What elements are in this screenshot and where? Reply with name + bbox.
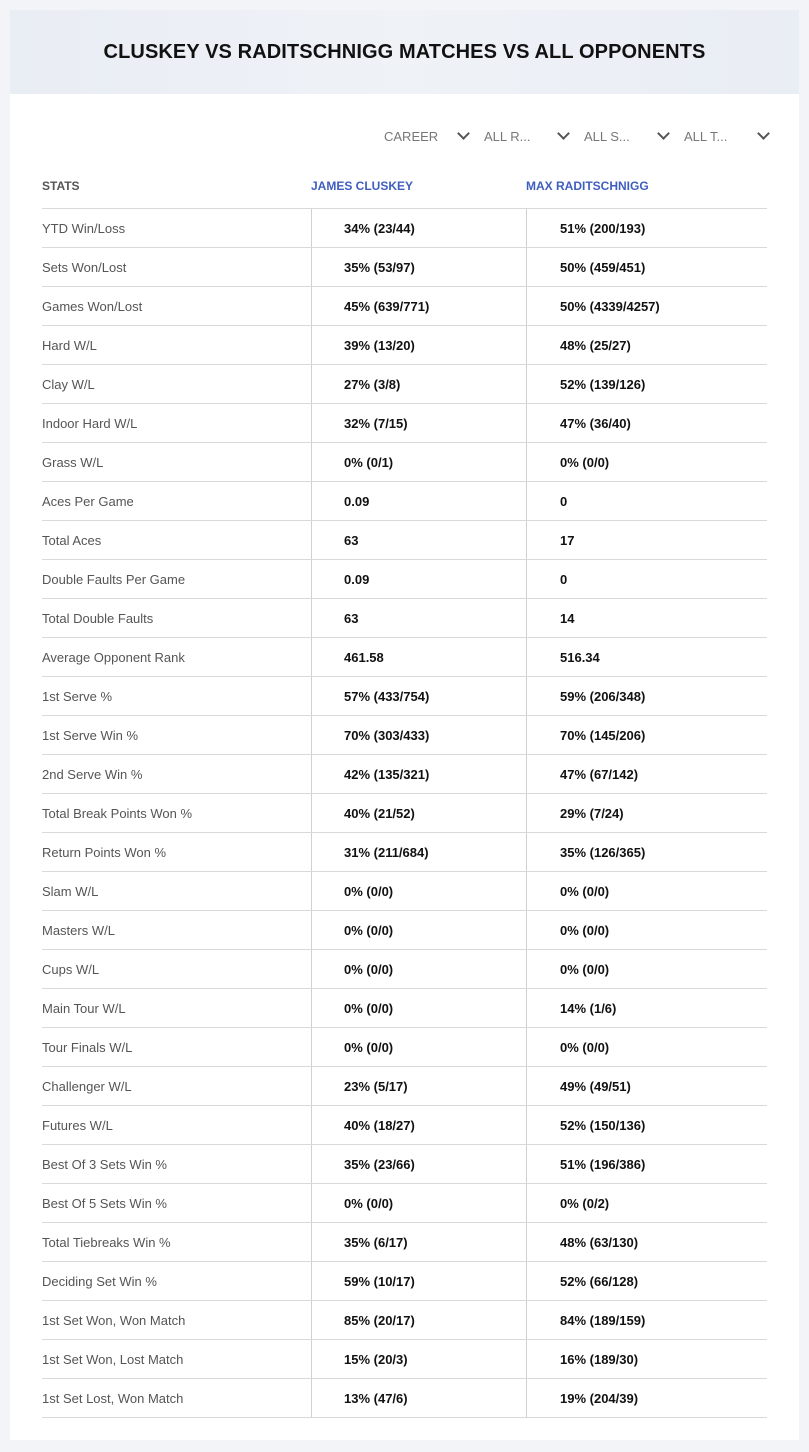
player1-value: 13% (47/6) [311, 1379, 526, 1417]
player1-value: 35% (23/66) [311, 1145, 526, 1183]
stat-label: 1st Serve % [42, 688, 113, 704]
round-filter-label: ALL R... [484, 128, 531, 144]
stats-column-header: STATS [42, 179, 80, 193]
player2-value: 48% (63/130) [526, 1223, 767, 1261]
player1-value: 0% (0/1) [311, 443, 526, 481]
chevron-down-icon [657, 127, 670, 140]
player1-value: 15% (20/3) [311, 1340, 526, 1378]
player1-value: 0% (0/0) [311, 911, 526, 949]
period-filter-label: CAREER [384, 128, 439, 144]
tournament-filter-dropdown[interactable] [682, 126, 782, 146]
player2-value: 17 [526, 521, 767, 559]
table-row [42, 911, 767, 950]
player2-value: 19% (204/39) [526, 1379, 767, 1417]
player1-value: 0% (0/0) [311, 1028, 526, 1066]
stat-label: 1st Set Lost, Won Match [42, 1390, 184, 1406]
stat-label: Total Double Faults [42, 610, 154, 626]
player1-value: 0% (0/0) [311, 989, 526, 1027]
table-row [42, 1145, 767, 1184]
table-row [42, 1067, 767, 1106]
player2-value: 14 [526, 599, 767, 637]
player1-value: 39% (13/20) [311, 326, 526, 364]
stat-label: Tour Finals W/L [42, 1039, 133, 1055]
player1-value: 63 [311, 521, 526, 559]
stat-label: 1st Set Won, Won Match [42, 1312, 186, 1328]
player1-value: 35% (6/17) [311, 1223, 526, 1261]
player2-column-header[interactable]: MAX RADITSCHNIGG [526, 179, 649, 193]
stat-label: 1st Serve Win % [42, 727, 139, 743]
stat-label: Cups W/L [42, 961, 100, 977]
round-filter-dropdown[interactable] [482, 126, 582, 146]
stats-card [10, 10, 799, 1440]
player2-value: 49% (49/51) [526, 1067, 767, 1105]
stat-label: Best Of 3 Sets Win % [42, 1156, 167, 1172]
table-row [42, 599, 767, 638]
player2-value: 51% (200/193) [526, 209, 767, 247]
page-title: CLUSKEY VS RADITSCHNIGG MATCHES VS ALL OPPONENTS [103, 40, 706, 63]
stat-label: Double Faults Per Game [42, 571, 186, 587]
player1-value: 70% (303/433) [311, 716, 526, 754]
player1-value: 45% (639/771) [311, 287, 526, 325]
player1-value: 40% (21/52) [311, 794, 526, 832]
table-row [42, 521, 767, 560]
player2-value: 47% (36/40) [526, 404, 767, 442]
player2-value: 70% (145/206) [526, 716, 767, 754]
player1-value: 23% (5/17) [311, 1067, 526, 1105]
player2-value: 0% (0/0) [526, 1028, 767, 1066]
chevron-down-icon [557, 127, 570, 140]
table-row [42, 989, 767, 1028]
chevron-down-icon [757, 127, 770, 140]
table-row [42, 716, 767, 755]
stat-label: YTD Win/Loss [42, 220, 126, 236]
player1-value: 461.58 [311, 638, 526, 676]
table-row [42, 209, 767, 248]
player1-value: 57% (433/754) [311, 677, 526, 715]
player2-value: 51% (196/386) [526, 1145, 767, 1183]
stat-label: Indoor Hard W/L [42, 415, 138, 431]
player1-value: 0.09 [311, 560, 526, 598]
stat-label: Total Break Points Won % [42, 805, 193, 821]
player2-value: 0% (0/0) [526, 950, 767, 988]
player1-value: 32% (7/15) [311, 404, 526, 442]
player2-value: 0 [526, 482, 767, 520]
stat-label: Futures W/L [42, 1117, 113, 1133]
stat-label: 2nd Serve Win % [42, 766, 143, 782]
player1-value: 31% (211/684) [311, 833, 526, 871]
filter-bar [382, 126, 782, 146]
table-row [42, 1106, 767, 1145]
stats-table [42, 164, 767, 1418]
stat-label: Return Points Won % [42, 844, 167, 860]
player2-value: 52% (150/136) [526, 1106, 767, 1144]
player2-value: 48% (25/27) [526, 326, 767, 364]
period-filter-dropdown[interactable] [382, 126, 482, 146]
stat-label: Grass W/L [42, 454, 104, 470]
player1-value: 59% (10/17) [311, 1262, 526, 1300]
table-row [42, 326, 767, 365]
page-header [10, 10, 799, 94]
table-row [42, 443, 767, 482]
stat-label: 1st Set Won, Lost Match [42, 1351, 184, 1367]
player2-value: 14% (1/6) [526, 989, 767, 1027]
table-row [42, 365, 767, 404]
table-row [42, 950, 767, 989]
player1-value: 34% (23/44) [311, 209, 526, 247]
table-row [42, 872, 767, 911]
player2-value: 16% (189/30) [526, 1340, 767, 1378]
player2-value: 50% (459/451) [526, 248, 767, 286]
player1-value: 0% (0/0) [311, 950, 526, 988]
table-row [42, 755, 767, 794]
player2-value: 35% (126/365) [526, 833, 767, 871]
table-row [42, 1379, 767, 1418]
table-row [42, 1262, 767, 1301]
stat-label: Aces Per Game [42, 493, 134, 509]
player1-value: 40% (18/27) [311, 1106, 526, 1144]
stat-label: Average Opponent Rank [42, 649, 185, 665]
table-row [42, 677, 767, 716]
player1-value: 27% (3/8) [311, 365, 526, 403]
player1-value: 0% (0/0) [311, 872, 526, 910]
table-row [42, 1340, 767, 1379]
table-row [42, 1028, 767, 1067]
surface-filter-label: ALL S... [584, 128, 630, 144]
table-row [42, 1223, 767, 1262]
stat-label: Main Tour W/L [42, 1000, 126, 1016]
player1-column-header[interactable]: JAMES CLUSKEY [311, 179, 414, 193]
player1-value: 63 [311, 599, 526, 637]
player2-value: 84% (189/159) [526, 1301, 767, 1339]
player1-value: 35% (53/97) [311, 248, 526, 286]
stat-label: Clay W/L [42, 376, 95, 392]
table-body [42, 209, 767, 1418]
player2-value: 47% (67/142) [526, 755, 767, 793]
table-row [42, 287, 767, 326]
table-header [42, 164, 767, 209]
player2-value: 52% (139/126) [526, 365, 767, 403]
table-row [42, 1301, 767, 1340]
stat-label: Best Of 5 Sets Win % [42, 1195, 167, 1211]
player2-value: 52% (66/128) [526, 1262, 767, 1300]
stat-label: Games Won/Lost [42, 298, 143, 314]
player1-value: 42% (135/321) [311, 755, 526, 793]
stat-label: Deciding Set Win % [42, 1273, 157, 1289]
table-row [42, 248, 767, 287]
player2-value: 50% (4339/4257) [526, 287, 767, 325]
table-row [42, 404, 767, 443]
table-row [42, 560, 767, 599]
player2-value: 0% (0/0) [526, 443, 767, 481]
stat-label: Slam W/L [42, 883, 99, 899]
player2-value: 0 [526, 560, 767, 598]
stat-label: Hard W/L [42, 337, 97, 353]
player2-value: 0% (0/0) [526, 872, 767, 910]
player1-value: 0% (0/0) [311, 1184, 526, 1222]
table-row [42, 794, 767, 833]
table-row [42, 482, 767, 521]
player1-value: 0.09 [311, 482, 526, 520]
player2-value: 0% (0/2) [526, 1184, 767, 1222]
table-row [42, 833, 767, 872]
stat-label: Challenger W/L [42, 1078, 132, 1094]
stat-label: Masters W/L [42, 922, 115, 938]
stat-label: Total Tiebreaks Win % [42, 1234, 171, 1250]
player2-value: 29% (7/24) [526, 794, 767, 832]
chevron-down-icon [457, 127, 470, 140]
table-row [42, 638, 767, 677]
stat-label: Sets Won/Lost [42, 259, 127, 275]
player2-value: 516.34 [526, 638, 767, 676]
surface-filter-dropdown[interactable] [582, 126, 682, 146]
player2-value: 0% (0/0) [526, 911, 767, 949]
player1-value: 85% (20/17) [311, 1301, 526, 1339]
tournament-filter-label: ALL T... [684, 128, 728, 144]
table-row [42, 1184, 767, 1223]
stat-label: Total Aces [42, 532, 102, 548]
player2-value: 59% (206/348) [526, 677, 767, 715]
